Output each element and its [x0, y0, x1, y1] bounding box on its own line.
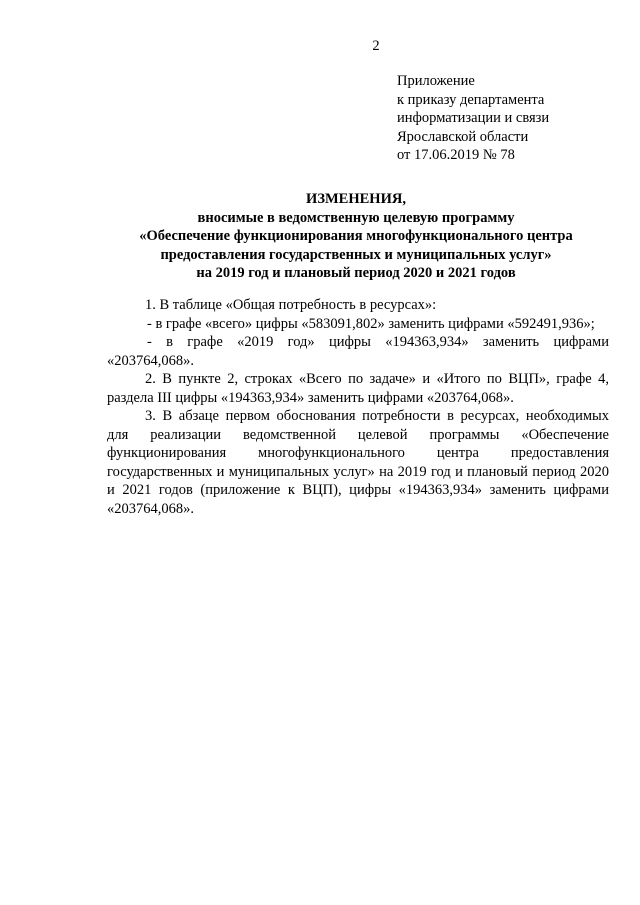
- paragraph-1: 1. В таблице «Общая потребность в ресурсах»:: [145, 297, 437, 313]
- paragraph-3: 3. В абзаце первом обоснования потребности в ресурсах, необходимых для реализации ведомственной целевой программы «Обеспечение функционирования многофункционального центра предоставления государственных и муниципальных услуг» на 2019 год и плановый период 2020 и 2021 годов (приложение к ВЦП), цифры «194363,934» заменить цифрами «203764,068».: [107, 408, 609, 517]
- title-line: вносимые в ведомственную целевую программу: [197, 209, 515, 226]
- paragraph-1-item-1: - в графе «всего» цифры «583091,802» заменить цифрами «592491,936»;: [147, 315, 595, 332]
- page-number: 2: [372, 38, 380, 54]
- paragraph-1-item-2: - в графе «2019 год» цифры «194363,934» заменить цифрами «203764,068».: [107, 334, 609, 369]
- title-line: предоставления государственных и муниципальных услуг»: [160, 246, 552, 263]
- document-title: [100, 190, 612, 283]
- paragraph-2: 2. В пункте 2, строках «Всего по задаче» и «Итого по ВЦП», графе 4, раздела III цифры «194363,934» заменить цифрами «203764,068».: [107, 371, 609, 406]
- appendix-line: Ярославской области: [397, 128, 529, 145]
- document-body: [107, 296, 609, 518]
- appendix-header: [397, 72, 627, 165]
- appendix-line: к приказу департамента: [397, 91, 545, 108]
- appendix-line: информатизации и связи: [397, 110, 550, 126]
- title-line: «Обеспечение функционирования многофункционального центра: [139, 228, 573, 244]
- title-heading: ИЗМЕНЕНИЯ,: [306, 191, 406, 207]
- title-line: на 2019 год и плановый период 2020 и 2021 годов: [196, 265, 516, 281]
- appendix-line: Приложение: [397, 73, 475, 89]
- appendix-line: от 17.06.2019 № 78: [397, 147, 515, 163]
